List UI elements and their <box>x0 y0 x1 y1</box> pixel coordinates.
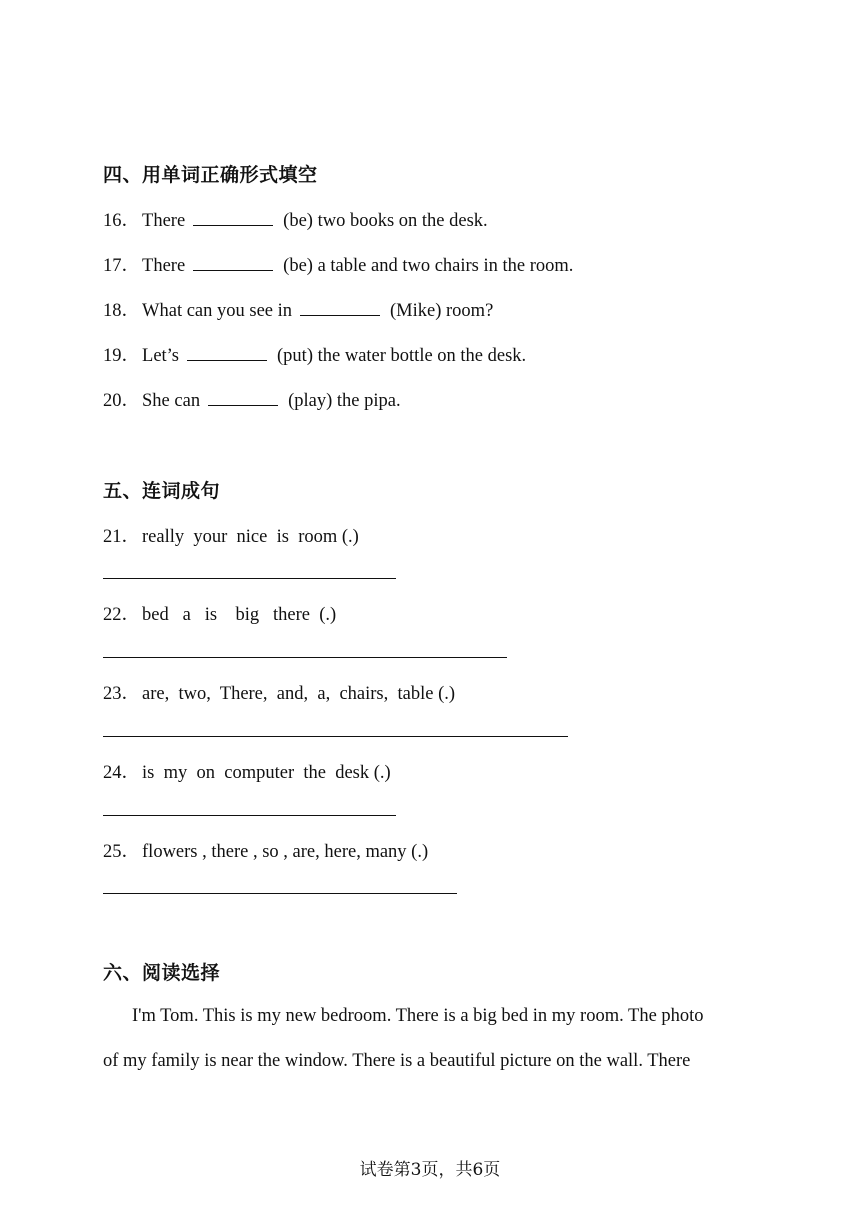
question-24 <box>103 758 391 784</box>
answer-blank[interactable] <box>193 209 273 226</box>
question-text-after: (put) the water bottle on the desk. <box>277 346 527 366</box>
reading-passage-line: of my family is near the window. There is a beautiful picture on the wall. There <box>103 1051 691 1071</box>
question-text-before: There <box>142 256 186 276</box>
answer-blank[interactable] <box>187 344 267 361</box>
question-18 <box>103 296 493 322</box>
question-20 <box>103 386 401 412</box>
question-number: 18． <box>103 301 141 321</box>
answer-line[interactable] <box>103 578 396 579</box>
question-number: 20． <box>103 391 141 411</box>
question-number: 17． <box>103 256 141 276</box>
answer-line[interactable] <box>103 815 396 816</box>
question-25 <box>103 837 428 863</box>
page-footer: 试卷第3页，共6页 <box>359 1160 501 1180</box>
question-text-before: What can you see in <box>142 301 293 321</box>
answer-blank[interactable] <box>208 389 278 406</box>
question-words: are, two, There, and, a, chairs, table (.) <box>142 684 456 704</box>
answer-line[interactable] <box>103 736 568 737</box>
question-number: 21． <box>103 527 141 547</box>
question-23 <box>103 679 455 705</box>
question-text-before: Let’s <box>142 346 180 366</box>
question-number: 19． <box>103 346 141 366</box>
question-number: 22． <box>103 605 141 625</box>
question-text-before: There <box>142 211 186 231</box>
answer-line[interactable] <box>103 893 457 894</box>
question-number: 16． <box>103 211 141 231</box>
question-words: bed a is big there (.) <box>142 605 337 625</box>
question-17 <box>103 251 573 277</box>
question-words: really your nice is room (.) <box>142 527 359 547</box>
question-text-after: (be) two books on the desk. <box>283 211 488 231</box>
question-22 <box>103 600 336 626</box>
question-number: 24． <box>103 763 141 783</box>
question-16 <box>103 206 488 232</box>
answer-blank[interactable] <box>193 254 273 271</box>
question-text-after: (play) the pipa. <box>288 391 401 411</box>
question-21 <box>103 522 359 548</box>
question-text-after: (be) a table and two chairs in the room. <box>283 256 574 276</box>
question-19 <box>103 341 526 367</box>
reading-passage-line: I'm Tom. This is my new bedroom. There is a big bed in my room. The photo <box>132 1006 704 1026</box>
question-text-after: (Mike) room? <box>390 301 494 321</box>
question-words: flowers , there , so , are, here, many (.) <box>142 842 429 862</box>
answer-line[interactable] <box>103 657 507 658</box>
question-number: 25． <box>103 842 141 862</box>
question-number: 23． <box>103 684 141 704</box>
question-text-before: She can <box>142 391 201 411</box>
section-6-heading: 六、阅读选择 <box>103 962 221 984</box>
section-4-heading: 四、用单词正确形式填空 <box>103 164 318 186</box>
answer-blank[interactable] <box>300 299 380 316</box>
question-words: is my on computer the desk (.) <box>142 763 391 783</box>
section-5-heading: 五、连词成句 <box>103 480 221 502</box>
